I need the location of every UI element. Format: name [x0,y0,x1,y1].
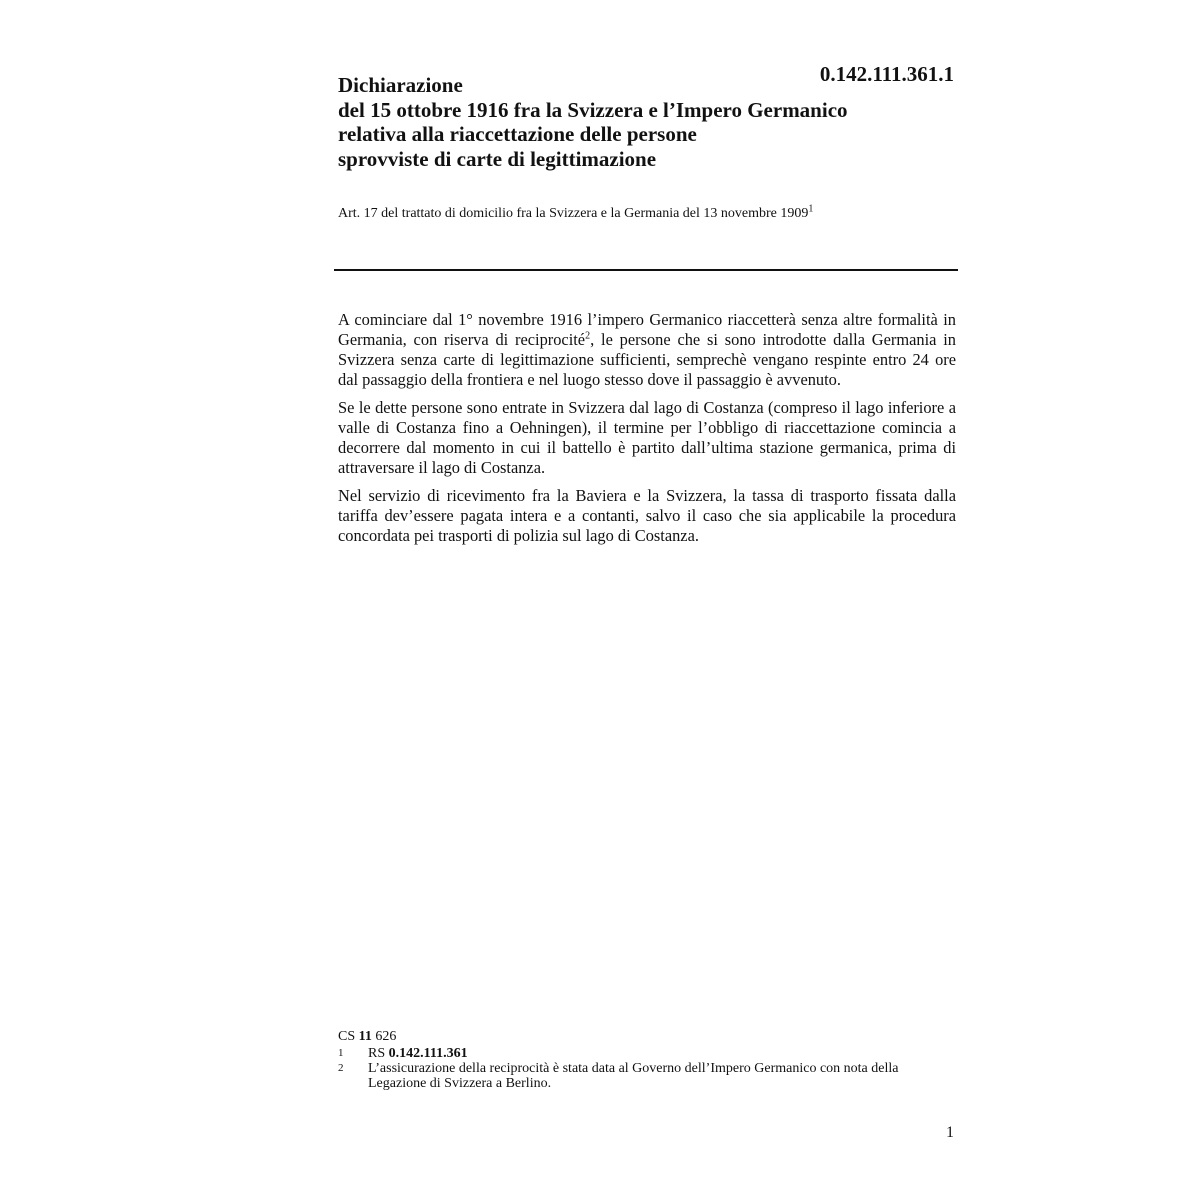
footnote-2 [338,1061,958,1091]
cs-prefix: CS [338,1029,356,1044]
horizontal-divider [334,269,958,271]
title-line: sprovviste di carte di legittimazione [338,146,657,171]
footnote-mark-1[interactable]: 1 [808,203,814,215]
paragraph-1-text-start: A cominciare dal 1° novembre 1916 l’impero Germanico riaccetterà senza altre formalità in Germania, con riserva di reciprocité [338,310,956,349]
footnote-mark-2[interactable]: 2 [585,330,591,342]
cs-page: 626 [375,1029,397,1044]
footnotes-section [338,1028,958,1091]
cs-reference [338,1028,958,1046]
footnote-number: 1 [338,1047,344,1059]
sr-number: 0.142.111.361.1 [819,62,954,86]
legal-reference [338,203,814,222]
paragraph-2: Se le dette persone sono entrate in Svizzera dal lago di Costanza (compreso il lago inferiore a valle di Costanza fino a Oehningen), il termine per l’obbligo di riaccettazione comincia a decorrere dal momento in cui il battello è partito dall’ultima stazione germanica, prima di attraversare il lago di Costanza. [338,398,956,477]
footnote-text [368,1046,958,1061]
title-line: Dichiarazione [338,73,463,97]
footnote-number: 2 [338,1062,344,1074]
document-body [338,310,956,554]
title-line: relativa alla riaccettazione delle persone [338,122,697,146]
page-number: 1 [946,1124,954,1141]
title-line: del 15 ottobre 1916 fra la Svizzera e l’Impero Germanico [338,97,848,122]
paragraph-1 [338,310,956,390]
paragraph-3: Nel servizio di ricevimento fra la Baviera e la Svizzera, la tassa di trasporto fissata dalla tariffa dev’essere pagata intera e a contanti, salvo il caso che sia applicabile la procedura concordata pei trasporti di polizia sul lago di Costanza. [338,486,956,545]
document-title [338,73,978,171]
footnote-1 [338,1046,958,1061]
paragraph-1-text-end: , le persone che si sono introdotte dalla Germania in Svizzera senza carte di legittimazione sufficienti, semprechè vengano respinte entro 24 ore dal passaggio della frontiera e nel luogo stesso dove il passaggio è avvenuto. [338,330,956,389]
reference-text: Art. 17 del trattato di domicilio fra la Svizzera e la Germania del 13 novembre 1909 [338,206,809,221]
cs-volume: 11 [358,1029,372,1044]
footnote-sr-link[interactable]: 0.142.111.361 [388,1046,468,1061]
footnote-prefix: RS [368,1046,386,1061]
footnote-text: L’assicurazione della reciprocità è stata data al Governo dell’Impero Germanico con nota della Legazione di Svizzera a Berlino. [368,1061,899,1091]
